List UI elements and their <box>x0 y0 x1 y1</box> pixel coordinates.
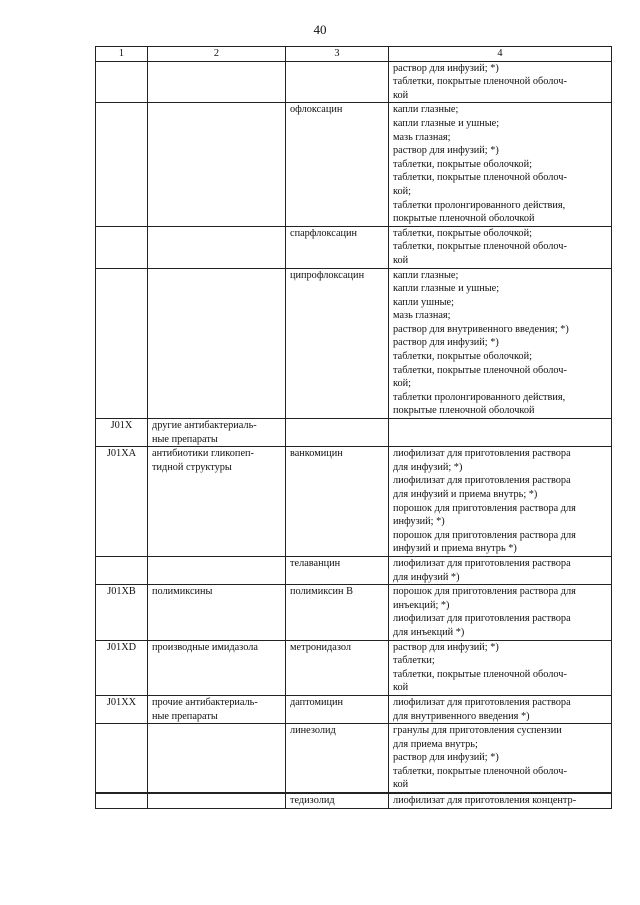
pharmacological-group: другие антибактериаль- ные препараты <box>148 419 286 447</box>
pharmacological-group <box>148 103 286 226</box>
table-row <box>96 640 612 695</box>
table-row <box>96 419 612 447</box>
pharmacological-group: антибиотики гликопеп- тидной структуры <box>148 447 286 557</box>
atc-code <box>96 103 148 226</box>
drug-name: телаванцин <box>286 556 389 584</box>
dosage-forms: лиофилизат для приготовления раствора для внутривенного введения *) <box>389 695 612 723</box>
atc-code: J01XX <box>96 695 148 723</box>
dosage-forms: таблетки, покрытые оболочкой; таблетки, покрытые пленочной оболоч- кой <box>389 226 612 268</box>
drug-name: даптомицин <box>286 695 389 723</box>
pharmacological-group: прочие антибактериаль- ные препараты <box>148 695 286 723</box>
table-row <box>96 556 612 584</box>
pharmacological-group <box>148 556 286 584</box>
pharmacological-group: полимиксины <box>148 585 286 640</box>
table-row <box>96 585 612 640</box>
drug-name: ципрофлоксацин <box>286 268 389 419</box>
drug-name: ванкомицин <box>286 447 389 557</box>
atc-code <box>96 724 148 793</box>
dosage-forms: капли глазные; капли глазные и ушные; капли ушные; мазь глазная; раствор для внутривенного введения; *) раствор для инфузий; *) таблетки, покрытые оболочкой; таблетки, покрытые пленочной оболоч- кой; таблетки пролонгированного действия, покрытые пленочной оболочкой <box>389 268 612 419</box>
dosage-forms: капли глазные; капли глазные и ушные; мазь глазная; раствор для инфузий; *) таблетки, покрытые оболочкой; таблетки, покрытые пленочной оболоч- кой; таблетки пролонгированного действия, покрытые пленочной оболочкой <box>389 103 612 226</box>
drug-name: тедизолид <box>286 794 389 809</box>
atc-code <box>96 794 148 809</box>
column-header-3: 3 <box>286 47 389 62</box>
drug-name <box>286 419 389 447</box>
dosage-forms: гранулы для приготовления суспензии для приема внутрь; раствор для инфузий; *) таблетки, покрытые пленочной оболоч- кой <box>389 724 612 793</box>
atc-code <box>96 61 148 103</box>
pharmacological-group <box>148 226 286 268</box>
pharmacological-group <box>148 268 286 419</box>
dosage-forms: лиофилизат для приготовления раствора для инфузий *) <box>389 556 612 584</box>
page-number: 40 <box>313 22 327 37</box>
table-row <box>96 103 612 226</box>
drug-list-table <box>95 46 612 809</box>
pharmacological-group <box>148 724 286 793</box>
table-row <box>96 724 612 793</box>
drug-name: линезолид <box>286 724 389 793</box>
column-header-2: 2 <box>148 47 286 62</box>
column-header-4: 4 <box>389 47 612 62</box>
dosage-forms: раствор для инфузий; *) таблетки; таблетки, покрытые пленочной оболоч- кой <box>389 640 612 695</box>
atc-code <box>96 556 148 584</box>
atc-code: J01XD <box>96 640 148 695</box>
drug-name <box>286 61 389 103</box>
dosage-forms: лиофилизат для приготовления концентр- <box>389 794 612 809</box>
atc-code: J01XA <box>96 447 148 557</box>
column-header-1: 1 <box>96 47 148 62</box>
table-row <box>96 695 612 723</box>
atc-code <box>96 268 148 419</box>
table-row <box>96 268 612 419</box>
pharmacological-group: производные имидазола <box>148 640 286 695</box>
dosage-forms: раствор для инфузий; *) таблетки, покрытые пленочной оболоч- кой <box>389 61 612 103</box>
atc-code: J01X <box>96 419 148 447</box>
drug-name: полимиксин В <box>286 585 389 640</box>
drug-name: спарфлоксацин <box>286 226 389 268</box>
pharmacological-group <box>148 794 286 809</box>
atc-code: J01XB <box>96 585 148 640</box>
pharmacological-group <box>148 61 286 103</box>
table-row <box>96 226 612 268</box>
dosage-forms: лиофилизат для приготовления раствора для инфузий; *) лиофилизат для приготовления раствора для инфузий и приема внутрь; *) порошок для приготовления раствора для инфузий; *) порошок для приготовления раствора для инфузий и приема внутрь *) <box>389 447 612 557</box>
dosage-forms <box>389 419 612 447</box>
table-row <box>96 447 612 557</box>
atc-code <box>96 226 148 268</box>
drug-name: метронидазол <box>286 640 389 695</box>
dosage-forms: порошок для приготовления раствора для инъекций; *) лиофилизат для приготовления раствора для инъекций *) <box>389 585 612 640</box>
table-row <box>96 794 612 809</box>
table-row <box>96 61 612 103</box>
table-header-row <box>96 47 612 62</box>
drug-name: офлоксацин <box>286 103 389 226</box>
